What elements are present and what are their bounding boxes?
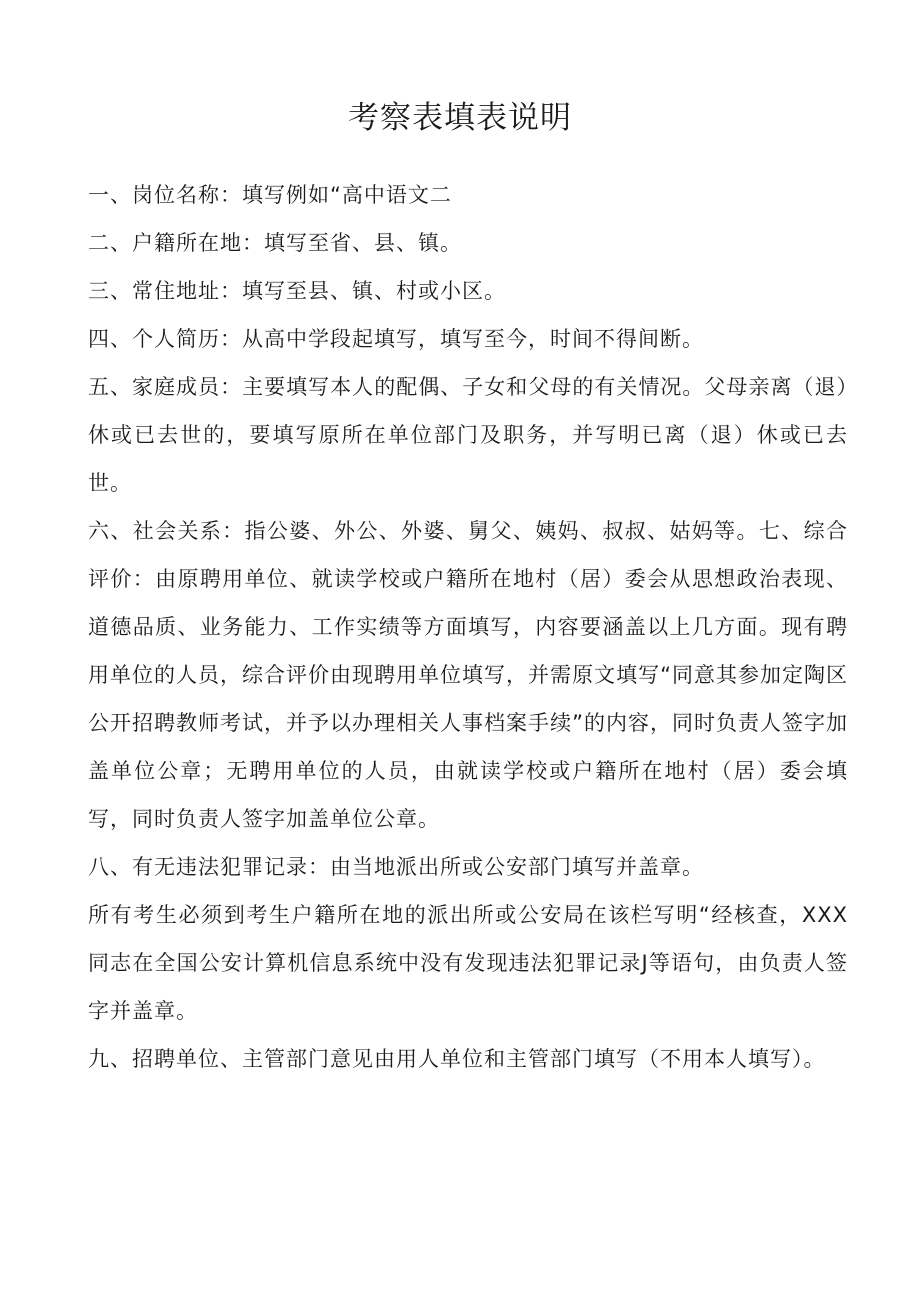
document-body	[88, 171, 848, 1083]
paragraph-criminal-record: 八、有无违法犯罪记录：由当地派出所或公安部门填写并盖章。	[88, 855, 704, 879]
paragraph-household-registration: 二、户籍所在地：填写至省、县、镇。	[88, 231, 462, 255]
paragraph-resume: 四、个人简历：从高中学段起填写，填写至今，时间不得间断。	[88, 327, 704, 351]
document-title: 考察表填表说明	[348, 100, 572, 136]
paragraph-residential-address: 三、常住地址：填写至县、镇、村或小区。	[88, 279, 506, 303]
paragraph-family-members: 五、家庭成员：主要填写本人的配偶、子女和父母的有关情况。父母亲离（退）休或已去世的，要填写原所在单位部门及职务，并写明已离（退）休或已去世。	[88, 375, 848, 495]
paragraph-police-verification: 所有考生必须到考生户籍所在地的派出所或公安局在该栏写明“经核查，XXX同志在全国公安计算机信息系统中没有发现违法犯罪记录J等语句，由负责人签字并盖章。	[88, 903, 848, 1023]
paragraph-position-name: 一、岗位名称：填写例如“高中语文二	[88, 183, 452, 207]
paragraph-department-opinion: 九、招聘单位、主管部门意见由用人单位和主管部门填写（不用本人填写）。	[88, 1047, 826, 1071]
paragraph-social-relations-evaluation: 六、社会关系：指公婆、外公、外婆、舅父、姨妈、叔叔、姑妈等。七、综合评价：由原聘用单位、就读学校或户籍所在地村（居）委会从思想政治表现、道德品质、业务能力、工作实绩等方面填写，内容要涵盖以上几方面。现有聘用单位的人员，综合评价由现聘用单位填写，并需原文填写“同意其参加定陶区公开招聘教师考试，并予以办理相关人事档案手续”的内容，同时负责人签字加盖单位公章；无聘用单位的人员，由就读学校或户籍所在地村（居）委会填写，同时负责人签字加盖单位公章。	[88, 519, 848, 831]
